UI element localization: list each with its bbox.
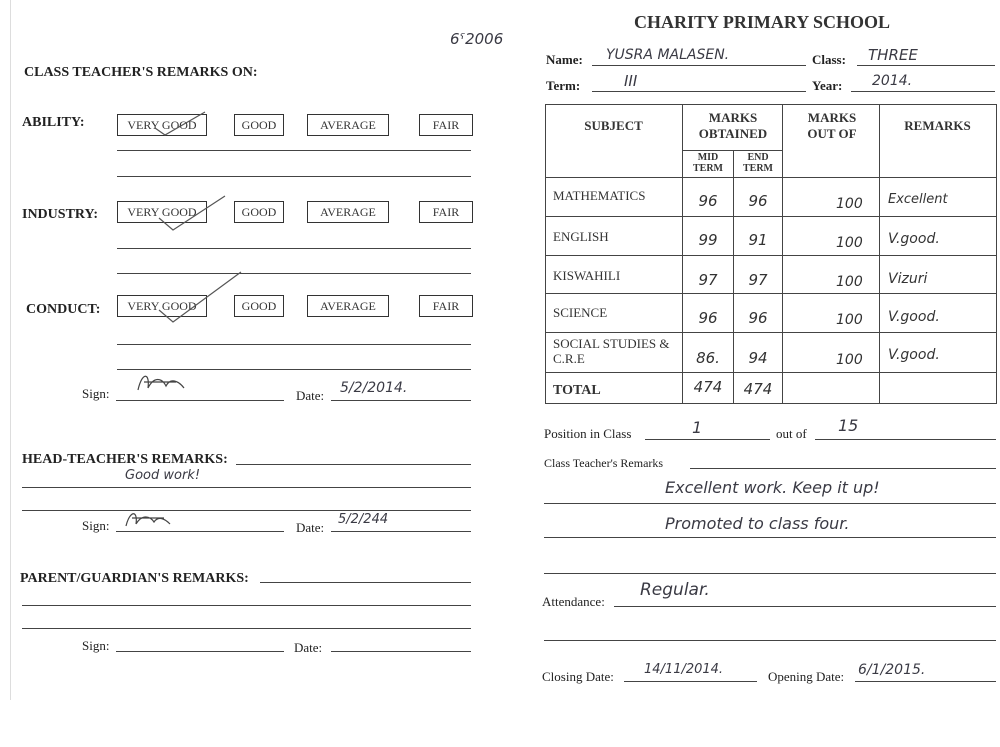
- head-teacher-heading: HEAD-TEACHER'S REMARKS:: [22, 452, 228, 467]
- row-subject: SOCIAL STUDIES & C.R.E: [553, 336, 670, 366]
- industry-option-very-good[interactable]: VERY GOOD: [117, 201, 207, 223]
- head-teacher-remark: Good work!: [125, 468, 201, 483]
- table-row-line-3: [545, 293, 997, 294]
- conduct-line-1: [117, 344, 471, 345]
- class-label: Class:: [812, 52, 846, 67]
- year-label: Year:: [812, 78, 843, 93]
- parent-date-label: Date:: [294, 640, 323, 655]
- opening-date-value: 6/1/2015.: [858, 662, 926, 678]
- row-remark: V.good.: [888, 231, 940, 247]
- row-mid: 99: [698, 231, 718, 249]
- remarks-line-0: [690, 468, 996, 469]
- class-line[interactable]: [857, 65, 995, 66]
- parent-guardian-heading: PARENT/GUARDIAN'S REMARKS:: [20, 571, 249, 586]
- table-row-line-1: [545, 216, 997, 217]
- row-remark: Excellent: [888, 192, 948, 207]
- table-left-border: [545, 104, 546, 403]
- class-teacher-remarks-label: Class Teacher's Remarks: [544, 456, 664, 470]
- header-marks-obtained: MARKS OBTAINED: [698, 110, 768, 141]
- attendance-line[interactable]: [614, 606, 996, 607]
- industry-option-good[interactable]: GOOD: [234, 201, 284, 223]
- ability-option-good[interactable]: GOOD: [234, 114, 284, 136]
- out-of-label: out of: [776, 426, 807, 441]
- table-col-divider-3: [879, 104, 880, 403]
- class-teacher-date-line[interactable]: [331, 400, 471, 401]
- term-label: Term:: [546, 78, 581, 93]
- remarks-line-1: [544, 503, 996, 504]
- remarks-line-2: [544, 537, 996, 538]
- total-label: TOTAL: [553, 383, 601, 398]
- year-value: 2014.: [872, 73, 913, 89]
- head-teacher-date-value: 5/2/244: [338, 512, 389, 527]
- class-teacher-remarks-heading: CLASS TEACHER'S REMARKS ON:: [24, 65, 258, 80]
- parent-line-2: [22, 628, 471, 629]
- table-header-bottom: [545, 177, 997, 178]
- conduct-option-very-good[interactable]: VERY GOOD: [117, 295, 207, 317]
- row-end: 94: [748, 349, 768, 367]
- row-subject: KISWAHILI: [553, 268, 621, 283]
- industry-line-1: [117, 248, 471, 249]
- ability-label: ABILITY:: [22, 115, 85, 130]
- parent-line-1: [22, 605, 471, 606]
- year-line[interactable]: [851, 91, 995, 92]
- ability-line-2: [117, 176, 471, 177]
- table-col-divider-mid: [733, 150, 734, 403]
- opening-date-line[interactable]: [855, 681, 996, 682]
- row-mid: 96: [698, 192, 718, 210]
- row-out-of: 100: [836, 312, 863, 328]
- table-row-line-5: [545, 372, 997, 373]
- parent-sign-line[interactable]: [116, 651, 284, 652]
- table-col-divider-1: [682, 104, 683, 403]
- position-value: 1: [692, 418, 703, 437]
- name-label: Name:: [546, 52, 583, 67]
- position-label: Position in Class: [544, 426, 632, 441]
- attendance-label: Attendance:: [542, 594, 605, 609]
- table-top-border: [545, 104, 997, 105]
- out-of-value: 15: [838, 416, 859, 435]
- ability-option-fair[interactable]: FAIR: [419, 114, 473, 136]
- header-subject: SUBJECT: [584, 118, 643, 133]
- row-remark: Vizuri: [888, 271, 928, 287]
- total-end: 474: [743, 380, 773, 398]
- row-end: 91: [748, 231, 768, 249]
- class-value: THREE: [868, 46, 918, 64]
- class-teacher-date-value: 5/2/2014.: [340, 380, 408, 396]
- remarks-line-3: [544, 573, 996, 574]
- row-mid: 86.: [696, 349, 720, 367]
- industry-option-average[interactable]: AVERAGE: [307, 201, 389, 223]
- class-teacher-sign-label: Sign:: [82, 386, 110, 401]
- row-end: 97: [748, 271, 768, 289]
- header-remarks: REMARKS: [904, 118, 971, 133]
- conduct-option-fair[interactable]: FAIR: [419, 295, 473, 317]
- row-out-of: 100: [836, 352, 863, 368]
- ability-line-1: [117, 150, 471, 151]
- closing-date-label: Closing Date:: [542, 669, 614, 684]
- row-subject: SCIENCE: [553, 305, 608, 320]
- parent-sign-label: Sign:: [82, 638, 110, 653]
- header-marks-out-of: MARKS OUT OF: [807, 110, 857, 141]
- conduct-label: CONDUCT:: [26, 302, 101, 317]
- total-mid: 474: [693, 378, 723, 396]
- conduct-tick-icon: [155, 268, 245, 328]
- position-line[interactable]: [645, 439, 770, 440]
- attendance-line-2: [544, 640, 996, 641]
- head-teacher-line-2: [22, 510, 471, 511]
- table-right-border: [996, 104, 997, 403]
- class-teacher-date-label: Date:: [296, 388, 325, 403]
- term-value: III: [624, 72, 638, 90]
- industry-tick-icon: [155, 192, 230, 234]
- table-row-line-4: [545, 332, 997, 333]
- head-teacher-line-1: [22, 487, 471, 488]
- conduct-option-good[interactable]: GOOD: [234, 295, 284, 317]
- name-value: YUSRA MALASEN.: [606, 47, 730, 63]
- page-left-edge: [10, 0, 11, 700]
- head-teacher-line-0: [236, 464, 471, 465]
- row-mid: 96: [698, 309, 718, 327]
- header-end-term: END TERM: [743, 152, 773, 174]
- head-teacher-sign-label: Sign:: [82, 518, 110, 533]
- table-row-line-2: [545, 255, 997, 256]
- row-subject: MATHEMATICS: [553, 188, 646, 203]
- parent-date-line[interactable]: [331, 651, 471, 652]
- table-col-divider-2: [782, 104, 783, 403]
- conduct-option-average[interactable]: AVERAGE: [307, 295, 389, 317]
- industry-label: INDUSTRY:: [22, 207, 99, 222]
- class-teacher-remark-line1: Excellent work. Keep it up!: [665, 478, 880, 497]
- row-end: 96: [748, 309, 768, 327]
- ability-option-very-good[interactable]: VERY GOOD: [117, 114, 207, 136]
- industry-option-fair[interactable]: FAIR: [419, 201, 473, 223]
- school-name: CHARITY PRIMARY SCHOOL: [634, 12, 891, 32]
- ability-tick-icon: [150, 108, 210, 138]
- class-teacher-signature-icon: [132, 368, 192, 400]
- class-teacher-sign-line[interactable]: [116, 400, 284, 401]
- row-out-of: 100: [836, 235, 863, 251]
- stamp-number: 6ˤ2006: [450, 30, 504, 48]
- row-out-of: 100: [836, 274, 863, 290]
- table-subheader-line: [682, 150, 782, 151]
- out-of-line[interactable]: [815, 439, 996, 440]
- row-subject: ENGLISH: [553, 229, 609, 244]
- term-line[interactable]: [592, 91, 806, 92]
- table-bottom-border: [545, 403, 997, 404]
- row-mid: 97: [698, 271, 718, 289]
- parent-line-0: [260, 582, 471, 583]
- closing-date-value: 14/11/2014.: [644, 662, 724, 677]
- head-teacher-date-label: Date:: [296, 520, 325, 535]
- row-out-of: 100: [836, 196, 863, 212]
- row-end: 96: [748, 192, 768, 210]
- attendance-value: Regular.: [640, 580, 710, 600]
- class-teacher-remark-line2: Promoted to class four.: [665, 514, 850, 533]
- row-remark: V.good.: [888, 347, 940, 363]
- head-teacher-signature-icon: [120, 508, 180, 532]
- ability-option-average[interactable]: AVERAGE: [307, 114, 389, 136]
- closing-date-line[interactable]: [624, 681, 757, 682]
- row-remark: V.good.: [888, 309, 940, 325]
- opening-date-label: Opening Date:: [768, 669, 845, 684]
- head-teacher-date-line[interactable]: [331, 531, 471, 532]
- name-line[interactable]: [592, 65, 806, 66]
- header-mid-term: MID TERM: [693, 152, 723, 174]
